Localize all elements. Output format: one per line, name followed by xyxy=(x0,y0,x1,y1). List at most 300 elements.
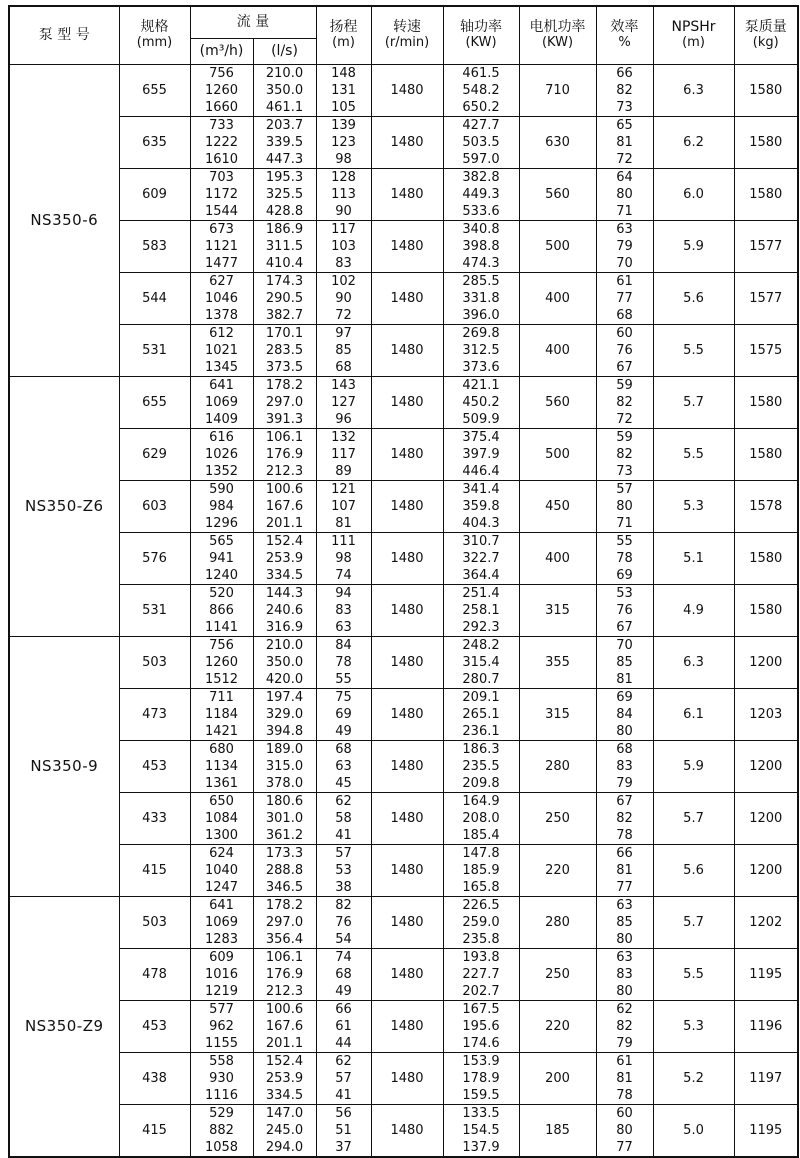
spec-cell: 635 xyxy=(119,116,190,168)
value-line: 398.8 xyxy=(462,238,500,254)
pump-mass-cell: 1580 xyxy=(734,584,798,636)
value-line: 59 xyxy=(616,377,633,393)
value-line: 297.0 xyxy=(265,394,304,410)
value-line: 597.0 xyxy=(462,151,500,167)
value-line: 1512 xyxy=(204,671,239,687)
head-cell xyxy=(316,428,371,480)
value-line: 68 xyxy=(335,359,352,375)
value-line: 331.8 xyxy=(462,290,500,306)
efficiency-cell xyxy=(596,1000,653,1052)
value-line: 71 xyxy=(616,515,633,531)
flow-ls-cell xyxy=(253,584,316,636)
value-line: 78 xyxy=(616,550,633,566)
shaft-power-cell xyxy=(443,532,519,584)
value-line: 41 xyxy=(335,1087,352,1103)
speed-cell: 1480 xyxy=(371,792,443,844)
value-line: 117 xyxy=(331,221,356,237)
shaft-power-cell xyxy=(443,1052,519,1104)
value-line: 195.6 xyxy=(462,1018,500,1034)
value-line: 90 xyxy=(335,203,352,219)
value-line: 1283 xyxy=(204,931,239,947)
value-line: 197.4 xyxy=(265,689,304,705)
shaft-power-cell xyxy=(443,636,519,688)
pump-mass-cell: 1200 xyxy=(734,844,798,896)
value-line: 1134 xyxy=(204,758,239,774)
speed-cell: 1480 xyxy=(371,428,443,480)
header-speed xyxy=(371,6,443,64)
value-line: 650.2 xyxy=(462,99,500,115)
value-line: 882 xyxy=(209,1122,234,1138)
header-head-unit: (m) xyxy=(332,35,355,51)
efficiency-cell xyxy=(596,324,653,376)
value-line: 627 xyxy=(209,273,234,289)
value-line: 641 xyxy=(209,897,234,913)
value-line: 1121 xyxy=(204,238,239,254)
value-line: 54 xyxy=(335,931,352,947)
value-line: 428.8 xyxy=(265,203,304,219)
flow-ls-cell xyxy=(253,1104,316,1157)
value-line: 62 xyxy=(616,1001,633,1017)
flow-ls-cell xyxy=(253,168,316,220)
value-line: 56 xyxy=(335,1105,352,1121)
value-line: 202.7 xyxy=(462,983,500,999)
value-line: 67 xyxy=(616,619,633,635)
value-line: 447.3 xyxy=(265,151,304,167)
value-line: 210.0 xyxy=(265,637,304,653)
value-line: 1222 xyxy=(204,134,239,150)
motor-power-cell: 315 xyxy=(519,584,596,636)
value-line: 339.5 xyxy=(265,134,304,150)
flow-m3h-cell xyxy=(190,64,253,116)
flow-ls-cell xyxy=(253,272,316,324)
value-line: 394.8 xyxy=(265,723,304,739)
pump-mass-cell: 1578 xyxy=(734,480,798,532)
value-line: 65 xyxy=(616,117,633,133)
spec-row xyxy=(9,64,798,116)
value-line: 174.6 xyxy=(462,1035,500,1051)
value-line: 68 xyxy=(616,307,633,323)
speed-cell: 1480 xyxy=(371,532,443,584)
value-line: 63 xyxy=(616,897,633,913)
value-line: 446.4 xyxy=(462,463,500,479)
value-line: 170.1 xyxy=(265,325,304,341)
speed-cell: 1480 xyxy=(371,168,443,220)
spec-row xyxy=(9,376,798,428)
motor-power-cell: 560 xyxy=(519,168,596,220)
value-line: 1026 xyxy=(204,446,239,462)
head-cell xyxy=(316,64,371,116)
value-line: 334.5 xyxy=(265,567,304,583)
pump-model-cell: NS350-Z9 xyxy=(9,896,119,1157)
value-line: 474.3 xyxy=(462,255,500,271)
header-speed-unit: (r/min) xyxy=(384,35,430,51)
value-line: 90 xyxy=(335,290,352,306)
value-line: 128 xyxy=(331,169,356,185)
efficiency-cell xyxy=(596,584,653,636)
flow-ls-cell xyxy=(253,844,316,896)
pump-model-cell: NS350-6 xyxy=(9,64,119,376)
value-line: 131 xyxy=(331,82,356,98)
value-line: 364.4 xyxy=(462,567,500,583)
pump-mass-cell: 1575 xyxy=(734,324,798,376)
value-line: 80 xyxy=(616,931,633,947)
spec-row xyxy=(9,220,798,272)
motor-power-cell: 200 xyxy=(519,1052,596,1104)
value-line: 78 xyxy=(335,654,352,670)
npshr-cell: 5.5 xyxy=(653,428,734,480)
efficiency-cell xyxy=(596,220,653,272)
value-line: 378.0 xyxy=(265,775,304,791)
npshr-cell: 5.7 xyxy=(653,896,734,948)
header-shaft-power-unit: (KW) xyxy=(465,35,497,51)
value-line: 37 xyxy=(335,1139,352,1155)
value-line: 1016 xyxy=(204,966,239,982)
spec-cell: 503 xyxy=(119,636,190,688)
value-line: 76 xyxy=(335,914,352,930)
value-line: 100.6 xyxy=(265,481,304,497)
efficiency-cell xyxy=(596,376,653,428)
value-line: 82 xyxy=(616,82,633,98)
value-line: 208.0 xyxy=(462,810,500,826)
shaft-power-cell xyxy=(443,1000,519,1052)
spec-row xyxy=(9,896,798,948)
spec-cell: 415 xyxy=(119,1104,190,1157)
value-line: 680 xyxy=(209,741,234,757)
value-line: 316.9 xyxy=(265,619,304,635)
value-line: 147.0 xyxy=(265,1105,304,1121)
value-line: 322.7 xyxy=(462,550,500,566)
efficiency-cell xyxy=(596,896,653,948)
value-line: 63 xyxy=(616,949,633,965)
value-line: 76 xyxy=(616,602,633,618)
value-line: 53 xyxy=(616,585,633,601)
speed-cell: 1480 xyxy=(371,1000,443,1052)
value-line: 1040 xyxy=(204,862,239,878)
pump-mass-cell: 1200 xyxy=(734,740,798,792)
value-line: 427.7 xyxy=(462,117,500,133)
value-line: 83 xyxy=(335,602,352,618)
value-line: 253.9 xyxy=(265,550,304,566)
value-line: 558 xyxy=(209,1053,234,1069)
header-pump-mass-label: 泵质量 xyxy=(744,19,787,36)
value-line: 159.5 xyxy=(462,1087,500,1103)
head-cell xyxy=(316,480,371,532)
value-line: 195.3 xyxy=(265,169,304,185)
value-line: 1084 xyxy=(204,810,239,826)
value-line: 461.5 xyxy=(462,65,500,81)
value-line: 58 xyxy=(335,810,352,826)
efficiency-cell xyxy=(596,688,653,740)
speed-cell: 1480 xyxy=(371,324,443,376)
spec-cell: 576 xyxy=(119,532,190,584)
pump-model-cell: NS350-Z6 xyxy=(9,376,119,636)
npshr-cell: 5.2 xyxy=(653,1052,734,1104)
value-line: 178.2 xyxy=(265,897,304,913)
spec-cell: 609 xyxy=(119,168,190,220)
spec-cell: 453 xyxy=(119,740,190,792)
value-line: 176.9 xyxy=(265,966,304,982)
value-line: 77 xyxy=(616,290,633,306)
flow-m3h-cell xyxy=(190,1052,253,1104)
value-line: 49 xyxy=(335,983,352,999)
value-line: 1240 xyxy=(204,567,239,583)
value-line: 84 xyxy=(335,637,352,653)
shaft-power-cell xyxy=(443,480,519,532)
value-line: 373.5 xyxy=(265,359,304,375)
value-line: 83 xyxy=(335,255,352,271)
value-line: 176.9 xyxy=(265,446,304,462)
speed-cell: 1480 xyxy=(371,948,443,1000)
pump-mass-cell: 1197 xyxy=(734,1052,798,1104)
value-line: 297.0 xyxy=(265,914,304,930)
value-line: 520 xyxy=(209,585,234,601)
value-line: 1409 xyxy=(204,411,239,427)
value-line: 63 xyxy=(335,619,352,635)
flow-ls-cell xyxy=(253,532,316,584)
value-line: 55 xyxy=(616,533,633,549)
value-line: 209.1 xyxy=(462,689,500,705)
value-line: 139 xyxy=(331,117,356,133)
value-line: 186.9 xyxy=(265,221,304,237)
value-line: 143 xyxy=(331,377,356,393)
spec-cell: 438 xyxy=(119,1052,190,1104)
spec-cell: 655 xyxy=(119,376,190,428)
value-line: 382.7 xyxy=(265,307,304,323)
efficiency-cell xyxy=(596,636,653,688)
efficiency-cell xyxy=(596,272,653,324)
value-line: 240.6 xyxy=(265,602,304,618)
shaft-power-cell xyxy=(443,740,519,792)
value-line: 79 xyxy=(616,1035,633,1051)
spec-cell: 544 xyxy=(119,272,190,324)
head-cell xyxy=(316,220,371,272)
value-line: 359.8 xyxy=(462,498,500,514)
spec-cell: 473 xyxy=(119,688,190,740)
value-line: 75 xyxy=(335,689,352,705)
flow-m3h-cell xyxy=(190,376,253,428)
value-line: 235.5 xyxy=(462,758,500,774)
value-line: 44 xyxy=(335,1035,352,1051)
pump-spec-table xyxy=(8,5,799,1158)
pump-mass-cell: 1580 xyxy=(734,64,798,116)
value-line: 212.3 xyxy=(265,463,304,479)
shaft-power-cell xyxy=(443,168,519,220)
value-line: 1296 xyxy=(204,515,239,531)
header-efficiency-label: 效率 xyxy=(610,19,639,36)
head-cell xyxy=(316,688,371,740)
value-line: 165.8 xyxy=(462,879,500,895)
head-cell xyxy=(316,948,371,1000)
flow-ls-cell xyxy=(253,792,316,844)
motor-power-cell: 400 xyxy=(519,324,596,376)
value-line: 111 xyxy=(331,533,356,549)
value-line: 673 xyxy=(209,221,234,237)
value-line: 226.5 xyxy=(462,897,500,913)
npshr-cell: 5.6 xyxy=(653,272,734,324)
flow-ls-cell xyxy=(253,948,316,1000)
value-line: 79 xyxy=(616,775,633,791)
header-spec xyxy=(119,6,190,64)
value-line: 396.0 xyxy=(462,307,500,323)
speed-cell: 1480 xyxy=(371,636,443,688)
pump-mass-cell: 1580 xyxy=(734,376,798,428)
motor-power-cell: 560 xyxy=(519,376,596,428)
pump-mass-cell: 1195 xyxy=(734,948,798,1000)
value-line: 77 xyxy=(616,879,633,895)
value-line: 185.9 xyxy=(462,862,500,878)
shaft-power-cell xyxy=(443,1104,519,1157)
spec-row xyxy=(9,168,798,220)
pump-mass-cell: 1202 xyxy=(734,896,798,948)
npshr-cell: 5.7 xyxy=(653,376,734,428)
value-line: 85 xyxy=(616,654,633,670)
header-npshr-label: NPSHr xyxy=(671,19,716,36)
value-line: 80 xyxy=(616,1122,633,1138)
flow-m3h-cell xyxy=(190,740,253,792)
value-line: 69 xyxy=(616,689,633,705)
flow-m3h-cell xyxy=(190,896,253,948)
value-line: 209.8 xyxy=(462,775,500,791)
value-line: 80 xyxy=(616,983,633,999)
pump-mass-cell: 1195 xyxy=(734,1104,798,1157)
value-line: 82 xyxy=(335,897,352,913)
value-line: 68 xyxy=(335,966,352,982)
value-line: 38 xyxy=(335,879,352,895)
motor-power-cell: 280 xyxy=(519,896,596,948)
flow-m3h-cell xyxy=(190,584,253,636)
value-line: 164.9 xyxy=(462,793,500,809)
spec-row xyxy=(9,844,798,896)
pump-mass-cell: 1200 xyxy=(734,792,798,844)
value-line: 61 xyxy=(335,1018,352,1034)
flow-m3h-cell xyxy=(190,1000,253,1052)
value-line: 1141 xyxy=(204,619,239,635)
value-line: 311.5 xyxy=(265,238,304,254)
spec-cell: 603 xyxy=(119,480,190,532)
spec-cell: 415 xyxy=(119,844,190,896)
value-line: 152.4 xyxy=(265,1053,304,1069)
value-line: 650 xyxy=(209,793,234,809)
value-line: 265.1 xyxy=(462,706,500,722)
pump-mass-cell: 1203 xyxy=(734,688,798,740)
npshr-cell: 6.1 xyxy=(653,688,734,740)
npshr-cell: 6.2 xyxy=(653,116,734,168)
value-line: 41 xyxy=(335,827,352,843)
flow-ls-cell xyxy=(253,480,316,532)
value-line: 1069 xyxy=(204,394,239,410)
npshr-cell: 5.9 xyxy=(653,220,734,272)
value-line: 609 xyxy=(209,949,234,965)
value-line: 420.0 xyxy=(265,671,304,687)
speed-cell: 1480 xyxy=(371,1104,443,1157)
header-pump-model: 泵 型 号 xyxy=(9,6,119,64)
value-line: 103 xyxy=(331,238,356,254)
spec-cell: 655 xyxy=(119,64,190,116)
value-line: 253.9 xyxy=(265,1070,304,1086)
value-line: 102 xyxy=(331,273,356,289)
value-line: 81 xyxy=(335,515,352,531)
efficiency-cell xyxy=(596,428,653,480)
value-line: 529 xyxy=(209,1105,234,1121)
value-line: 285.5 xyxy=(462,273,500,289)
value-line: 450.2 xyxy=(462,394,500,410)
value-line: 251.4 xyxy=(462,585,500,601)
spec-row xyxy=(9,324,798,376)
motor-power-cell: 280 xyxy=(519,740,596,792)
motor-power-cell: 400 xyxy=(519,532,596,584)
value-line: 49 xyxy=(335,723,352,739)
spec-row xyxy=(9,740,798,792)
value-line: 1116 xyxy=(204,1087,239,1103)
npshr-cell: 5.9 xyxy=(653,740,734,792)
value-line: 180.6 xyxy=(265,793,304,809)
value-line: 193.8 xyxy=(462,949,500,965)
value-line: 106.1 xyxy=(265,949,304,965)
value-line: 340.8 xyxy=(462,221,500,237)
head-cell xyxy=(316,740,371,792)
header-efficiency-unit: % xyxy=(618,35,631,51)
npshr-cell: 6.3 xyxy=(653,636,734,688)
value-line: 1247 xyxy=(204,879,239,895)
value-line: 148 xyxy=(331,65,356,81)
value-line: 711 xyxy=(209,689,234,705)
speed-cell: 1480 xyxy=(371,116,443,168)
value-line: 94 xyxy=(335,585,352,601)
value-line: 70 xyxy=(616,255,633,271)
spec-row xyxy=(9,1000,798,1052)
spec-row xyxy=(9,272,798,324)
efficiency-cell xyxy=(596,168,653,220)
value-line: 269.8 xyxy=(462,325,500,341)
value-line: 1610 xyxy=(204,151,239,167)
value-line: 245.0 xyxy=(265,1122,304,1138)
head-cell xyxy=(316,116,371,168)
efficiency-cell xyxy=(596,532,653,584)
value-line: 113 xyxy=(331,186,356,202)
value-line: 548.2 xyxy=(462,82,500,98)
value-line: 69 xyxy=(335,706,352,722)
pump-mass-cell: 1580 xyxy=(734,168,798,220)
value-line: 60 xyxy=(616,1105,633,1121)
value-line: 283.5 xyxy=(265,342,304,358)
value-line: 290.5 xyxy=(265,290,304,306)
value-line: 105 xyxy=(331,99,356,115)
spec-row xyxy=(9,1104,798,1157)
value-line: 127 xyxy=(331,394,356,410)
efficiency-cell xyxy=(596,1104,653,1157)
shaft-power-cell xyxy=(443,688,519,740)
value-line: 1300 xyxy=(204,827,239,843)
value-line: 81 xyxy=(616,134,633,150)
value-line: 325.5 xyxy=(265,186,304,202)
spec-row xyxy=(9,428,798,480)
value-line: 66 xyxy=(616,845,633,861)
shaft-power-cell xyxy=(443,116,519,168)
value-line: 81 xyxy=(616,1070,633,1086)
head-cell xyxy=(316,844,371,896)
npshr-cell: 5.5 xyxy=(653,948,734,1000)
head-cell xyxy=(316,1000,371,1052)
npshr-cell: 5.7 xyxy=(653,792,734,844)
flow-ls-cell xyxy=(253,64,316,116)
motor-power-cell: 450 xyxy=(519,480,596,532)
value-line: 756 xyxy=(209,65,234,81)
spec-row xyxy=(9,1052,798,1104)
header-flow-ls: (l/s) xyxy=(253,38,316,64)
value-line: 212.3 xyxy=(265,983,304,999)
efficiency-cell xyxy=(596,1052,653,1104)
value-line: 984 xyxy=(209,498,234,514)
